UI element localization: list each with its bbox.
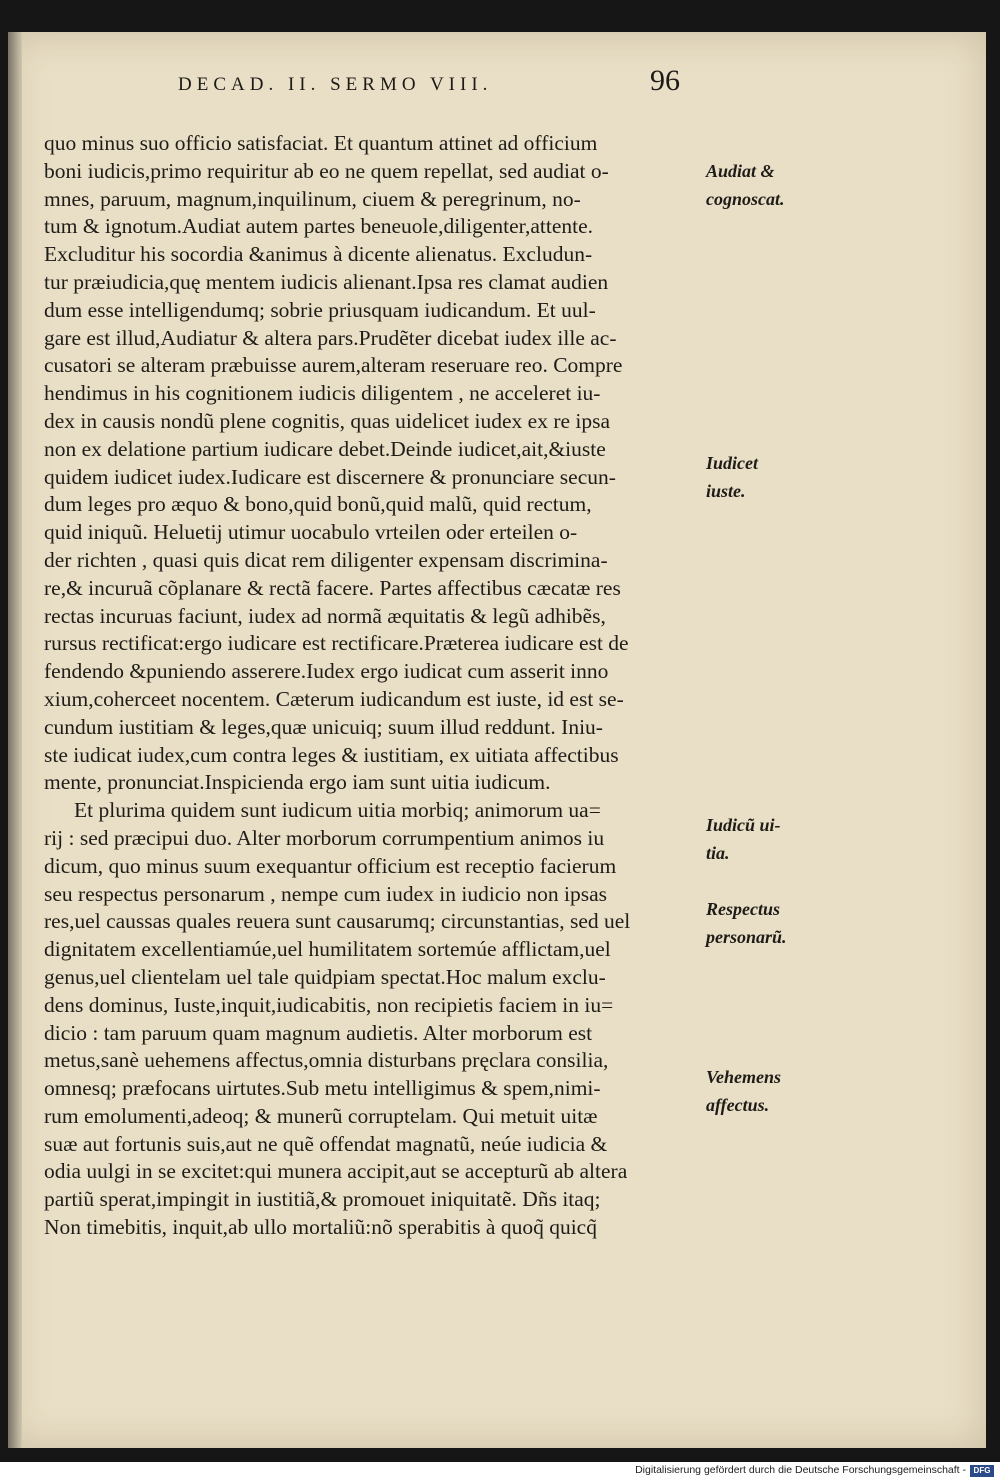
page-gutter <box>8 32 22 1448</box>
text-line: Non timebitis, inquit,ab ullo mortaliũ:nõ sperabitis à quoq̃ quicq̃ <box>44 1215 597 1240</box>
margin-note-line: affectus. <box>706 1094 770 1115</box>
text-line: Excluditur his socordia &animus à dicente alienatus. Excludun- <box>44 242 593 267</box>
margin-note-line: personarũ. <box>706 926 787 947</box>
margin-note-iudicum-uitia <box>706 812 806 868</box>
text-line: tur præiudicia,quę mentem iudicis alienant.Ipsa res clamat audien <box>44 269 609 294</box>
text-line: genus,uel clientelam uel tale quidpiam spectat.Hoc malum exclu- <box>44 964 606 989</box>
margin-note-line: Vehemens <box>706 1067 782 1087</box>
dfg-logo-icon: DFG <box>970 1465 994 1477</box>
text-line: odia uulgi in se excitet:qui munera accipit,aut se accepturũ ab altera <box>44 1159 628 1184</box>
text-line: rum emolumenti,adeoq; & munerũ corruptelam. Qui metuit uitæ <box>44 1103 598 1128</box>
text-line: gare est illud,Audiatur & altera pars.Prudẽter dicebat iudex ille ac- <box>44 325 617 350</box>
body-text <box>44 130 708 1242</box>
text-line: omnesq; præfocans uirtutes.Sub metu intelligimus & spem,nimi- <box>44 1076 601 1101</box>
text-line: dum leges pro æquo & bono,quid bonũ,quid malũ, quid rectum, <box>44 492 592 517</box>
text-line: boni iudicis,primo requiritur ab eo ne quem repellat, sed audiat o- <box>44 158 609 183</box>
margin-note-vehemens <box>706 1064 806 1120</box>
text-line: seu respectus personarum , nempe cum iudex in iudicio non ipsas <box>44 881 608 906</box>
text-line: xium,coherceet nocentem. Cæterum iudicandum est iuste, id est se- <box>44 686 624 711</box>
text-line: mente, pronunciat.Inspicienda ergo iam sunt uitia iudicum. <box>44 770 551 795</box>
text-line: cusatori se alteram præbuisse aurem,alteram reseruare reo. Compre <box>44 353 623 378</box>
text-line: rij : sed præcipui duo. Alter morborum corrumpentium animos iu <box>44 825 605 850</box>
funding-notice: Digitalisierung gefördert durch die Deutsche Forschungsgemeinschaft - <box>635 1464 966 1476</box>
text-line: mnes, paruum, magnum,inquilinum, ciuem & peregrinum, no- <box>44 186 581 211</box>
margin-note-line: Respectus <box>706 899 780 919</box>
text-line: cundum iustitiam & leges,quæ unicuiq; suum illud reddunt. Iniu- <box>44 714 603 739</box>
margin-note-line: iuste. <box>706 480 746 501</box>
margin-note-line: Iudicũ ui- <box>706 815 781 835</box>
text-line: re,& incuruã cõplanare & rectã facere. Partes affectibus cæcatæ res <box>44 575 621 600</box>
text-line: rursus rectificat:ergo iudicare est rectificare.Præterea iudicare est de <box>44 631 629 656</box>
text-line: tum & ignotum.Audiat autem partes beneuole,diligenter,attente. <box>44 214 594 239</box>
margin-note-line: Iudicet <box>706 453 758 473</box>
text-line: dicio : tam paruum quam magnum audietis. Alter morborum est <box>44 1020 593 1045</box>
page-number: 96 <box>650 64 680 97</box>
text-line: quidem iudicet iudex.Iudicare est discernere & pronunciare secun- <box>44 464 616 489</box>
text-line: hendimus in his cognitionem iudicis diligentem , ne acceleret iu- <box>44 381 601 406</box>
margin-note-line: tia. <box>706 842 730 863</box>
text-line: non ex delatione partium iudicare debet.Deinde iudicet,ait,&iuste <box>44 436 606 461</box>
text-line: dicum, quo minus suum exequantur officium est receptio facierum <box>44 853 617 878</box>
margin-note-line: cognoscat. <box>706 188 785 209</box>
text-line: partiũ sperat,impingit in iustitiã,& promouet iniquitatẽ. Dñs itaq; <box>44 1187 601 1212</box>
text-line: quid iniquũ. Heluetij utimur uocabulo vrteilen oder erteilen o- <box>44 520 578 545</box>
margin-note-respectus <box>706 896 806 952</box>
text-line: der richten , quasi quis dicat rem diligenter expensam discrimina- <box>44 547 608 572</box>
margin-note-iudicet <box>706 450 806 506</box>
text-line: dum esse intelligendumq; sobrie priusquam iudicandum. Et uul- <box>44 297 596 322</box>
running-head: DECAD. II. SERMO VIII. <box>178 74 493 95</box>
text-line: quo minus suo officio satisfaciat. Et quantum attinet ad officium <box>44 131 598 155</box>
text-line: Et plurima quidem sunt iudicum uitia morbiq; animorum ua= <box>74 798 601 823</box>
margin-note-line: Audiat & <box>706 161 775 181</box>
text-line: suæ aut fortunis suis,aut ne quẽ offendat magnatũ, neúe iudicia & <box>44 1131 608 1156</box>
text-line: res,uel caussas quales reuera sunt causarumq; circunstantias, sed uel <box>44 909 631 934</box>
text-line: metus,sanè uehemens affectus,omnia disturbans pręclara consilia, <box>44 1048 609 1073</box>
text-line: fendendo &puniendo asserere.Iudex ergo iudicat cum asserit inno <box>44 659 609 684</box>
text-line: dens dominus, Iuste,inquit,iudicabitis, non recipietis faciem in iu= <box>44 992 614 1017</box>
text-line: dex in causis nondũ plene cognitis, quas uidelicet iudex ex re ipsa <box>44 408 611 433</box>
text-line: dignitatem excellentiamúe,uel humilitatem sortemúe afflictam,uel <box>44 937 611 962</box>
text-line: rectas incuruas faciunt, iudex ad normã æquitatis & legũ adhibẽs, <box>44 603 606 628</box>
margin-note-audiat <box>706 158 806 214</box>
text-line: ste iudicat iudex,cum contra leges & iustitiam, ex uitiata affectibus <box>44 742 619 767</box>
